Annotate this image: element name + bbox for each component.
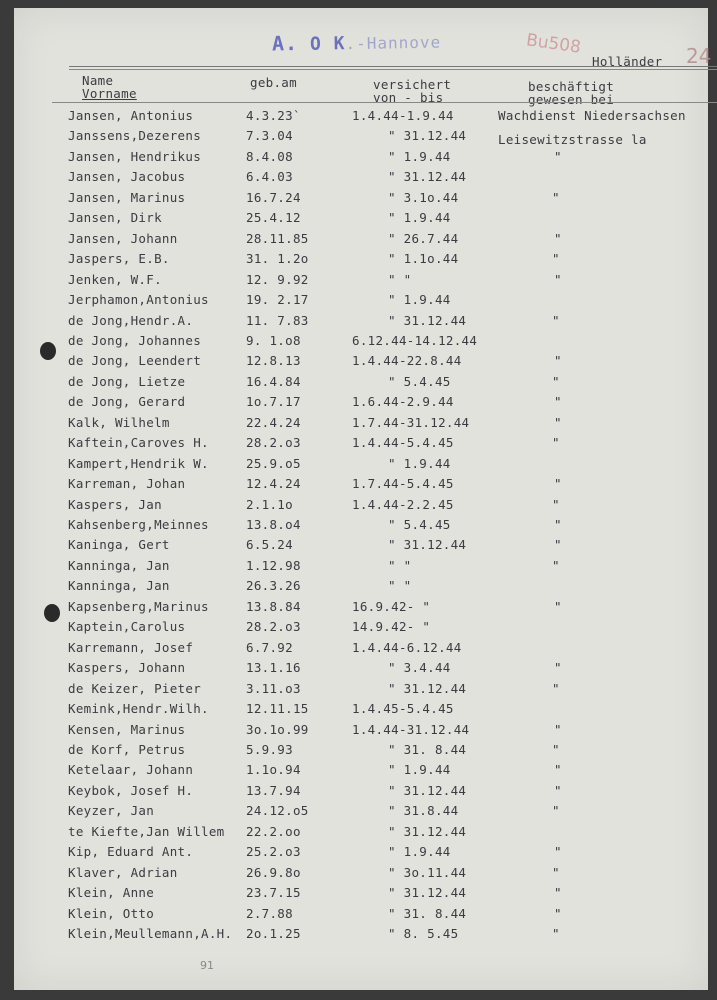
dob-cell: 13.7.94 (246, 782, 301, 798)
name-cell: Jansen, Antonius (68, 108, 194, 123)
table-row (14, 722, 708, 742)
name-cell: de Korf, Petrus (68, 741, 186, 757)
insured-cell: " 26.7.44 (388, 230, 459, 246)
dob-cell: 23.7.15 (246, 885, 301, 901)
name-cell: Kanninga, Jan (68, 578, 170, 594)
insured-cell: 1.4.44-2.2.45 (352, 496, 454, 512)
employer-cell: " (554, 762, 562, 778)
table-row (14, 906, 708, 926)
dob-cell: 26.9.8o (246, 864, 301, 880)
employer-cell: " (554, 148, 562, 164)
table-row (14, 824, 708, 844)
insured-cell: " 31.12.44 (388, 128, 467, 144)
name-cell: de Jong, Johannes (68, 332, 202, 348)
table-row (14, 517, 708, 537)
name-cell: Ketelaar, Johann (68, 762, 194, 778)
employer-cell: " (552, 803, 560, 819)
table-row (14, 169, 708, 189)
table-row (14, 701, 708, 721)
employer-cell: " (552, 435, 560, 451)
col-header-dob: geb.am (250, 75, 297, 90)
name-cell: Klein, Otto (68, 905, 155, 921)
employer-cell: " (554, 271, 562, 287)
dob-cell: 12. 9.92 (246, 271, 309, 287)
insured-cell: " 31.12.44 (388, 537, 467, 553)
col-header-employer: beschäftigt gewesen bei (528, 79, 615, 107)
dob-cell: 19. 2.17 (246, 292, 309, 308)
employer-cell: " (554, 394, 562, 410)
insured-cell: 1.7.44-5.4.45 (352, 476, 454, 492)
dob-cell: 9. 1.o8 (246, 332, 301, 348)
table-row (14, 456, 708, 476)
insured-cell: " 8. 5.45 (388, 926, 459, 941)
insured-cell: " " (388, 271, 412, 287)
employer-cell: " (554, 905, 562, 921)
name-cell: Klein, Anne (68, 885, 155, 901)
employer-cell: " (552, 189, 560, 205)
name-cell: Kahsenberg,Meinnes (68, 517, 209, 532)
insured-cell: 14.9.42- " (352, 619, 431, 635)
table-row (14, 865, 708, 885)
employer-cell: " (552, 373, 560, 389)
insured-cell: " 1.9.44 (388, 455, 451, 471)
insured-cell: " 31.12.44 (388, 885, 467, 901)
employer-cell: " (552, 251, 560, 267)
dob-cell: 22.4.24 (246, 414, 301, 430)
insured-cell: 6.12.44-14.12.44 (352, 332, 478, 348)
col-header-insured: versichert von - bis (373, 77, 452, 105)
insured-cell: 1.4.44-31.12.44 (352, 721, 470, 737)
dob-cell: 12.4.24 (246, 476, 301, 492)
table-row (14, 210, 708, 230)
table-row (14, 844, 708, 864)
employer-cell: " (552, 926, 560, 941)
dob-cell: 25.2.o3 (246, 844, 301, 860)
table-row (14, 313, 708, 333)
name-cell: Keybok, Josef H. (68, 782, 194, 798)
pencil-page-number: 24 (686, 44, 712, 68)
table-row (14, 108, 708, 128)
insured-cell: 1.6.44-2.9.44 (352, 394, 454, 410)
employer-cell: Wachdienst Niedersachsen (498, 108, 686, 123)
employer-cell: " (554, 721, 562, 737)
table-row (14, 619, 708, 639)
name-cell: Jerphamon,Antonius (68, 292, 209, 308)
name-cell: Kaptein,Carolus (68, 619, 186, 635)
insured-cell: " 31.12.44 (388, 312, 467, 328)
office-stamp: A. O K.-Hannove (271, 31, 442, 56)
dob-cell: 12.8.13 (246, 353, 301, 369)
name-cell: Jansen, Johann (68, 230, 178, 246)
employer-cell: " (554, 660, 562, 676)
insured-cell: " " (388, 557, 412, 573)
dob-cell: 26.3.26 (246, 578, 301, 594)
name-cell: Kip, Eduard Ant. (68, 844, 194, 860)
table-row (14, 435, 708, 455)
insured-cell: 1.4.44-6.12.44 (352, 639, 462, 655)
insured-cell: " 31. 8.44 (388, 741, 467, 757)
dob-cell: 28.2.o3 (246, 435, 301, 451)
employer-cell: " (552, 864, 560, 880)
table-row (14, 374, 708, 394)
name-cell: Kalk, Wilhelm (68, 414, 170, 430)
dob-cell: 16.7.24 (246, 189, 301, 205)
pencil-reference: Bu508 (524, 30, 583, 58)
insured-cell: 1.4.44-22.8.44 (352, 353, 462, 369)
insured-cell: " 1.1o.44 (388, 251, 459, 267)
table-row (14, 537, 708, 557)
employer-address: Leisewitzstrasse la (498, 132, 647, 147)
insured-cell: 1.4.45-5.4.45 (352, 701, 454, 717)
dob-cell: 24.12.o5 (246, 803, 309, 819)
name-cell: Kaspers, Jan (68, 496, 162, 512)
insured-cell: " 31.8.44 (388, 803, 459, 819)
dob-cell: 25.4.12 (246, 210, 301, 226)
table-row (14, 660, 708, 680)
insured-cell: 1.4.44-5.4.45 (352, 435, 454, 451)
name-cell: Karreman, Johan (68, 476, 186, 492)
employer-cell: " (554, 414, 562, 430)
name-cell: Klein,Meullemann,A.H. (68, 926, 233, 941)
dob-cell: 1o.7.17 (246, 394, 301, 410)
dob-cell: 13.8.84 (246, 598, 301, 614)
dob-cell: 28.11.85 (246, 230, 309, 246)
header-rule-top-2 (69, 69, 717, 70)
table-row (14, 926, 708, 946)
document-page (14, 8, 712, 990)
dob-cell: 12.11.15 (246, 701, 309, 717)
dob-cell: 3o.1o.99 (246, 721, 309, 737)
name-cell: Klaver, Adrian (68, 864, 178, 880)
table-row (14, 333, 708, 353)
name-cell: Jansen, Marinus (68, 189, 186, 205)
dob-cell: 11. 7.83 (246, 312, 309, 328)
dob-cell: 28.2.o3 (246, 619, 301, 635)
nationality-label: Holländer (592, 54, 663, 69)
employer-cell: " (554, 517, 562, 532)
insured-cell: " 1.9.44 (388, 210, 451, 226)
header-rule-top (69, 66, 717, 67)
header-rule-bottom (52, 102, 717, 103)
name-cell: Kapsenberg,Marinus (68, 598, 209, 614)
name-cell: Kampert,Hendrik W. (68, 455, 209, 471)
table-row (14, 742, 708, 762)
name-cell: Jenken, W.F. (68, 271, 162, 287)
table-row (14, 231, 708, 251)
table-row (14, 762, 708, 782)
table-row (14, 640, 708, 660)
dob-cell: 7.3.04 (246, 128, 293, 144)
employer-cell: " (554, 782, 562, 798)
dob-cell: 1.12.98 (246, 557, 301, 573)
name-cell: Kaftein,Caroves H. (68, 435, 209, 451)
dob-cell: 13.1.16 (246, 660, 301, 676)
name-cell: de Jong,Hendr.A. (68, 312, 194, 328)
table-row (14, 353, 708, 373)
table-row (14, 415, 708, 435)
employer-cell: " (552, 680, 560, 696)
dob-cell: 22.2.oo (246, 823, 301, 839)
name-cell: de Jong, Lietze (68, 373, 186, 389)
insured-cell: 16.9.42- " (352, 598, 431, 614)
table-row (14, 599, 708, 619)
dob-cell: 4.3.23` (246, 108, 301, 123)
table-row (14, 497, 708, 517)
table-row (14, 272, 708, 292)
name-cell: Janssens,Dezerens (68, 128, 202, 144)
employer-cell: " (554, 885, 562, 901)
insured-cell: " 3.1o.44 (388, 189, 459, 205)
name-cell: Karremann, Josef (68, 639, 194, 655)
name-cell: de Keizer, Pieter (68, 680, 202, 696)
table-row (14, 803, 708, 823)
insured-cell: " 5.4.45 (388, 517, 451, 532)
insured-cell: " 1.9.44 (388, 292, 451, 308)
dob-cell: 2.7.88 (246, 905, 293, 921)
employer-cell: " (552, 741, 560, 757)
insured-cell: " 5.4.45 (388, 373, 451, 389)
name-cell: Kaspers, Johann (68, 660, 186, 676)
insured-cell: 1.7.44-31.12.44 (352, 414, 470, 430)
insured-cell: 1.4.44-1.9.44 (352, 108, 454, 123)
name-cell: Kanninga, Jan (68, 557, 170, 573)
table-row (14, 190, 708, 210)
dob-cell: 6.4.03 (246, 169, 293, 185)
insured-cell: " 1.9.44 (388, 762, 451, 778)
name-cell: Kaninga, Gert (68, 537, 170, 553)
punch-hole (44, 604, 60, 622)
dob-cell: 6.5.24 (246, 537, 293, 553)
table-row (14, 783, 708, 803)
pencil-footnote: 91 (200, 959, 214, 972)
insured-cell: " 31.12.44 (388, 823, 467, 839)
dob-cell: 1.1o.94 (246, 762, 301, 778)
table-row (14, 251, 708, 271)
insured-cell: " 3o.11.44 (388, 864, 467, 880)
name-cell: Jansen, Dirk (68, 210, 162, 226)
name-cell: Jansen, Jacobus (68, 169, 186, 185)
insured-cell: " 3.4.44 (388, 660, 451, 676)
dob-cell: 31. 1.2o (246, 251, 309, 267)
table-row (14, 558, 708, 578)
insured-cell: " 31.12.44 (388, 169, 467, 185)
name-cell: Kemink,Hendr.Wilh. (68, 701, 209, 717)
dob-cell: 8.4.08 (246, 148, 293, 164)
employer-cell: " (554, 844, 562, 860)
name-cell: Jansen, Hendrikus (68, 148, 202, 164)
employer-cell: " (554, 230, 562, 246)
employer-cell: " (554, 353, 562, 369)
name-cell: de Jong, Gerard (68, 394, 186, 410)
employer-cell: " (552, 496, 560, 512)
dob-cell: 25.9.o5 (246, 455, 301, 471)
dob-cell: 3.11.o3 (246, 680, 301, 696)
punch-hole (40, 342, 56, 360)
table-row (14, 394, 708, 414)
dob-cell: 5.9.93 (246, 741, 293, 757)
insured-cell: " 1.9.44 (388, 148, 451, 164)
table-row (14, 292, 708, 312)
insured-cell: " " (388, 578, 412, 594)
name-cell: de Jong, Leendert (68, 353, 202, 369)
employer-cell: " (552, 312, 560, 328)
insured-cell: " 31.12.44 (388, 680, 467, 696)
table-row (14, 476, 708, 496)
dob-cell: 2.1.1o (246, 496, 293, 512)
employer-cell: " (554, 537, 562, 553)
insured-cell: " 31.12.44 (388, 782, 467, 798)
table-row (14, 578, 708, 598)
table-row (14, 149, 708, 169)
dob-cell: 16.4.84 (246, 373, 301, 389)
table-row (14, 885, 708, 905)
insured-cell: " 1.9.44 (388, 844, 451, 860)
table-row (14, 681, 708, 701)
employer-cell: " (552, 557, 560, 573)
name-cell: Jaspers, E.B. (68, 251, 170, 267)
dob-cell: 6.7.92 (246, 639, 293, 655)
dob-cell: 2o.1.25 (246, 926, 301, 941)
name-cell: Keyzer, Jan (68, 803, 155, 819)
employer-cell: " (554, 476, 562, 492)
employer-cell: " (554, 598, 562, 614)
dob-cell: 13.8.o4 (246, 517, 301, 532)
insured-cell: " 31. 8.44 (388, 905, 467, 921)
name-cell: te Kiefte,Jan Willem (68, 823, 225, 839)
name-cell: Kensen, Marinus (68, 721, 186, 737)
col-header-name: Name Vorname (82, 73, 137, 101)
